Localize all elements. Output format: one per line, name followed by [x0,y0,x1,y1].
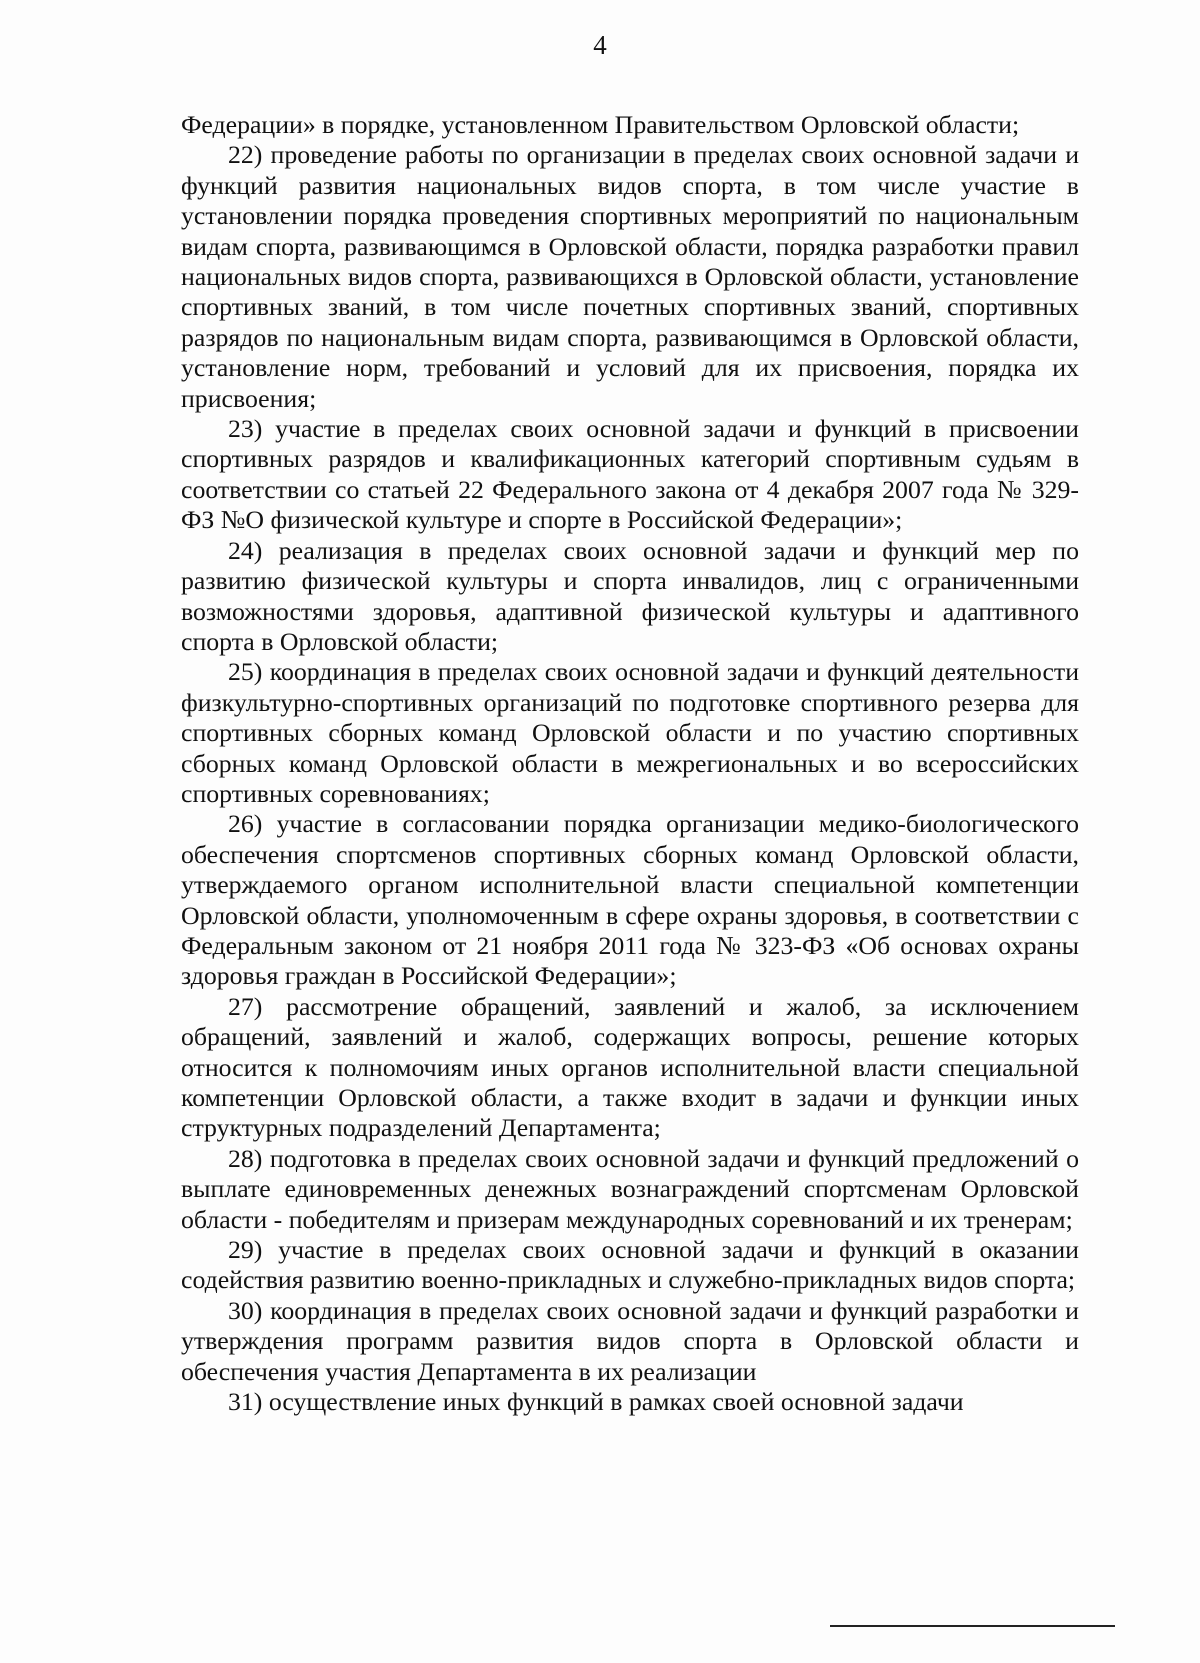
paragraph-item-26: 26) участие в согласовании порядка организации медико-биологического обеспечения спортсменов спортивных сборных команд Орловской области, утверждаемого органом исполнительной власти специальной компетенции Орловской области, уполномоченным в сфере охраны здоровья, в соответствии с Федеральным законом от 21 ноября 2011 года № 323-ФЗ «Об основах охраны здоровья граждан в Российской Федерации»; [181,809,1079,991]
paragraph-continuation: Федерации» в порядке, установленном Правительством Орловской области; [181,110,1020,139]
paragraph-item-22: 22) проведение работы по организации в пределах своих основной задачи и функций развития национальных видов спорта, в том числе участие в установлении порядка проведения спортивных мероприятий по национальным видам спорта, развивающимся в Орловской области, порядка разработки правил национальных видов спорта, развивающихся в Орловской области, установление спортивных званий, в том числе почетных спортивных званий, спортивных разрядов по национальным видам спорта, развивающимся в Орловской области, установление норм, требований и условий для их присвоения, порядка их присвоения; [181,140,1079,413]
paragraph-item-25: 25) координация в пределах своих основной задачи и функций деятельности физкультурно-спортивных организаций по подготовке спортивного резерва для спортивных сборных команд Орловской области и по участию спортивных сборных команд Орловской области в межрегиональных и во всероссийских спортивных соревнованиях; [181,657,1079,808]
paragraph-item-29: 29) участие в пределах своих основной задачи и функций в оказании содействия развитию военно-прикладных и служебно-прикладных видов спорта; [181,1235,1079,1295]
page-number: 4 [593,30,607,60]
paragraph-item-23: 23) участие в пределах своих основной задачи и функций в присвоении спортивных разрядов и квалификационных категорий спортивным судьям в соответствии со статьей 22 Федерального закона от 4 декабря 2007 года № 329-ФЗ №О физической культуре и спорте в Российской Федерации»; [181,414,1079,535]
paragraph-item-27: 27) рассмотрение обращений, заявлений и жалоб, за исключением обращений, заявлений и жалоб, содержащих вопросы, решение которых относится к полномочиям иных органов исполнительной власти специальной компетенции Орловской области, а также входит в задачи и функции иных структурных подразделений Департамента; [181,991,1079,1143]
paragraph-item-28: 28) подготовка в пределах своих основной задачи и функций предложений о выплате единовременных денежных вознаграждений спортсменам Орловской области - победителям и призерам международных соревнований и их тренерам; [181,1143,1079,1234]
footer-rule [830,1625,1115,1627]
paragraph-item-24: 24) реализация в пределах своих основной задачи и функций мер по развитию физической культуры и спорта инвалидов, лиц с ограниченными возможностями здоровья, адаптивной физической культуры и адаптивного спорта в Орловской области; [181,535,1079,656]
document-body [181,110,1079,1417]
paragraph-item-30: 30) координация в пределах своих основной задачи и функций разработки и утверждения программ развития видов спорта в Орловской области и обеспечения участия Департамента в их реализации [181,1295,1079,1386]
paragraph-item-31: 31) осуществление иных функций в рамках своей основной задачи [228,1387,964,1417]
